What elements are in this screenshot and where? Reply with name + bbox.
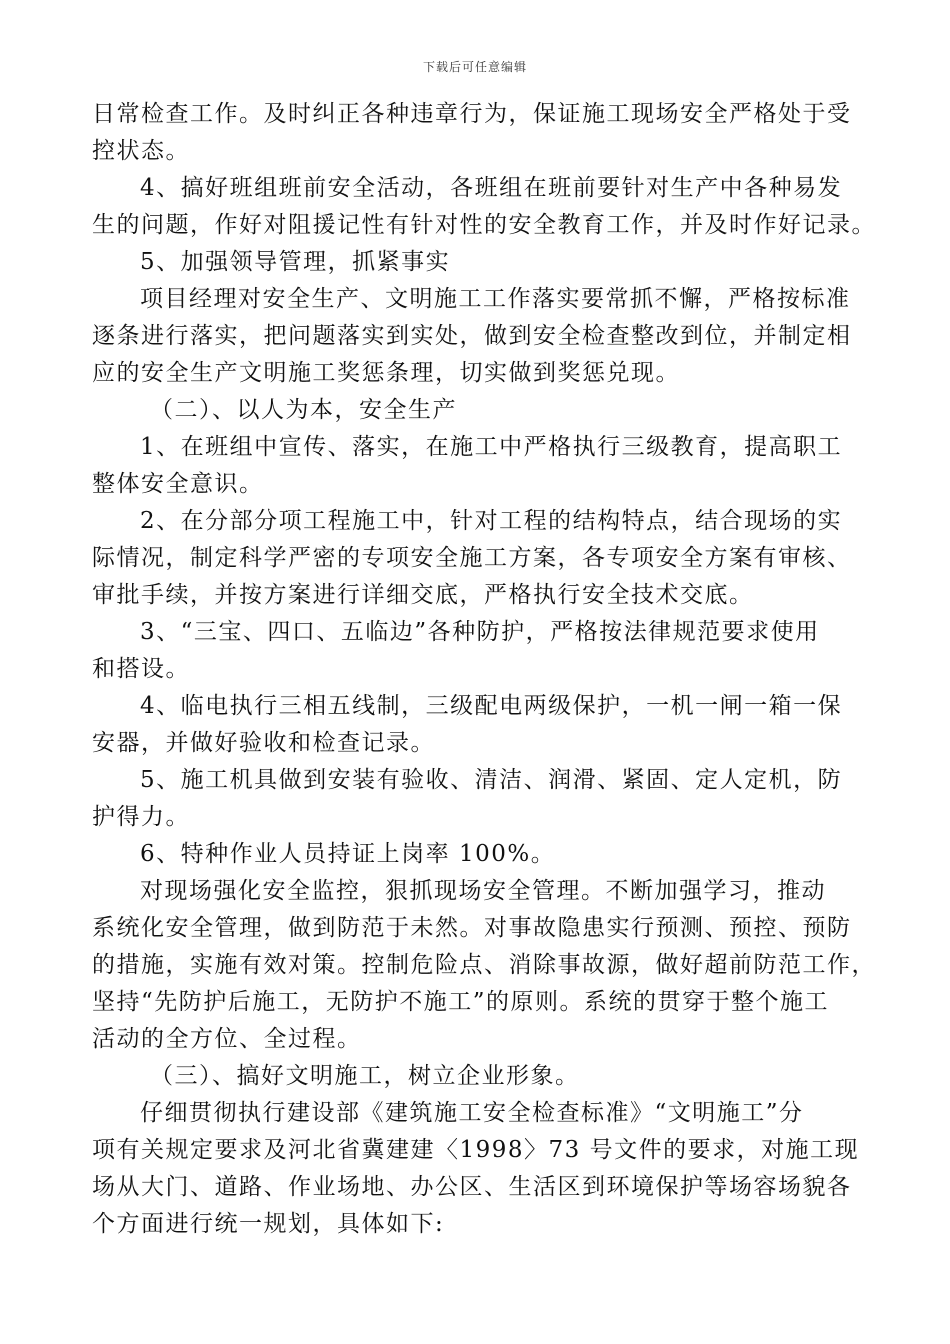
text-line: 5、施工机具做到安装有验收、清洁、润滑、紧固、定人定机，防 [140, 767, 843, 793]
text-line: （二）、以人为本，安全生产 [150, 397, 457, 423]
text-line: 安器，并做好验收和检查记录。 [92, 730, 435, 756]
text-line: 生的问题，作好对阻援记性有针对性的安全教育工作，并及时作好记录。 [92, 212, 876, 238]
text-line: 日常检查工作。及时纠正各种违章行为，保证施工现场安全严格处于受 [92, 101, 852, 127]
text-line: 的措施，实施有效对策。控制危险点、消除事故源，做好超前防范工作， [92, 952, 876, 978]
text-line: 际情况，制定科学严密的专项安全施工方案，各专项安全方案有审核、 [92, 545, 852, 571]
text-line: 项目经理对安全生产、文明施工工作落实要常抓不懈，严格按标准 [140, 286, 851, 312]
text-line: 逐条进行落实，把问题落实到实处，做到安全检查整改到位，并制定相 [92, 323, 852, 349]
text-line: 项有关规定要求及河北省冀建建〈1998〉73 号文件的要求，对施工现 [92, 1137, 860, 1163]
text-line: 仔细贯彻执行建设部《建筑施工安全检查标准》“文明施工”分 [140, 1100, 804, 1126]
text-line: 系统化安全管理，做到防范于未然。对事故隐患实行预测、预控、预防 [92, 915, 852, 941]
text-line: 控状态。 [92, 138, 190, 164]
text-line: 5、加强领导管理，抓紧事实 [140, 249, 451, 275]
text-line: 4、临电执行三相五线制，三级配电两级保护，一机一闸一箱一保 [140, 693, 843, 719]
text-line: 3、“三宝、四口、五临边”各种防护，严格按法律规范要求使用 [140, 619, 820, 645]
document-body [92, 96, 876, 1243]
text-line: 2、在分部分项工程施工中，针对工程的结构特点，结合现场的实 [140, 508, 843, 534]
text-line: 护得力。 [92, 804, 190, 830]
text-line: （三）、搞好文明施工，树立企业形象。 [150, 1063, 580, 1089]
text-line: 审批手续，并按方案进行详细交底，严格执行安全技术交底。 [92, 582, 754, 608]
text-line: 4、搞好班组班前安全活动，各班组在班前要针对生产中各种易发 [140, 175, 843, 201]
text-line: 整体安全意识。 [92, 471, 264, 497]
text-line: 活动的全方位、全过程。 [92, 1026, 362, 1052]
text-line: 6、特种作业人员持证上岗率 100%。 [140, 841, 556, 867]
text-line: 应的安全生产文明施工奖惩条理，切实做到奖惩兑现。 [92, 360, 680, 386]
page-header: 下载后可任意编辑 [422, 60, 527, 74]
text-line: 和搭设。 [92, 656, 190, 682]
text-line: 场从大门、道路、作业场地、办公区、生活区到环境保护等场容场貌各 [92, 1174, 852, 1200]
text-line: 1、在班组中宣传、落实，在施工中严格执行三级教育，提高职工 [140, 434, 843, 460]
text-line: 对现场强化安全监控，狠抓现场安全管理。不断加强学习，推动 [140, 878, 826, 904]
text-line: 个方面进行统一规划，具体如下: [92, 1211, 445, 1237]
text-line: 坚持“先防护后施工，无防护不施工”的原则。系统的贯穿于整个施工 [92, 989, 830, 1015]
